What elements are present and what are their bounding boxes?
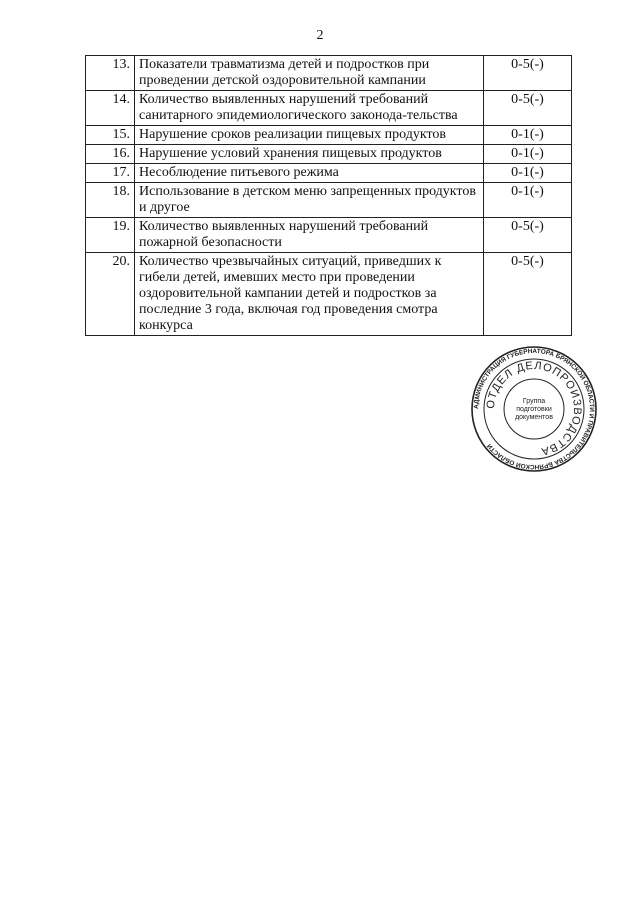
stamp-outer-text: АДМИНИСТРАЦИЯ ГУБЕРНАТОРА БРЯНСКОЙ ОБЛАСТИ И ПРАВИТЕЛЬСТВА БРЯНСКОЙ ОБЛАСТИ bbox=[472, 347, 596, 471]
criteria-table bbox=[85, 55, 572, 336]
row-criterion: Количество выявленных нарушений требований пожарной безопасности bbox=[135, 218, 484, 253]
row-score: 0-1(-) bbox=[484, 164, 572, 183]
stamp-ring-text: ОТДЕЛ ДЕЛОПРОИЗВОДСТВА bbox=[484, 359, 584, 458]
row-number: 16. bbox=[86, 145, 135, 164]
table-row bbox=[86, 145, 572, 164]
row-criterion: Показатели травматизма детей и подростков при проведении детской оздоровительной кампании bbox=[135, 56, 484, 91]
stamp-center-line3: документов bbox=[515, 414, 553, 421]
row-criterion: Количество выявленных нарушений требований санитарного эпидемиологического законода-тельства bbox=[135, 91, 484, 126]
row-criterion: Нарушение условий хранения пищевых продуктов bbox=[135, 145, 484, 164]
table-row bbox=[86, 91, 572, 126]
row-criterion: Нарушение сроков реализации пищевых продуктов bbox=[135, 126, 484, 145]
row-criterion: Количество чрезвычайных ситуаций, приведших к гибели детей, имевших место при проведении оздоровительной кампании детей и подростков за последние 3 года, включая год проведения смотра конкурса bbox=[135, 253, 484, 336]
row-number: 13. bbox=[86, 56, 135, 91]
row-criterion: Использование в детском меню запрещенных продуктов и другое bbox=[135, 183, 484, 218]
row-number: 17. bbox=[86, 164, 135, 183]
row-number: 19. bbox=[86, 218, 135, 253]
row-criterion: Несоблюдение питьевого режима bbox=[135, 164, 484, 183]
row-score: 0-1(-) bbox=[484, 183, 572, 218]
table-row bbox=[86, 56, 572, 91]
stamp-center-line2: подготовки bbox=[516, 406, 552, 413]
table-row bbox=[86, 126, 572, 145]
row-score: 0-5(-) bbox=[484, 91, 572, 126]
row-score: 0-5(-) bbox=[484, 56, 572, 91]
row-number: 14. bbox=[86, 91, 135, 126]
table-row bbox=[86, 183, 572, 218]
table-row bbox=[86, 218, 572, 253]
page-number: 2 bbox=[316, 28, 324, 43]
table-row bbox=[86, 253, 572, 336]
row-score: 0-1(-) bbox=[484, 126, 572, 145]
row-number: 20. bbox=[86, 253, 135, 336]
row-score: 0-5(-) bbox=[484, 253, 572, 336]
row-score: 0-1(-) bbox=[484, 145, 572, 164]
stamp-center-line1: Группа bbox=[522, 398, 546, 405]
official-stamp bbox=[470, 345, 598, 473]
row-number: 15. bbox=[86, 126, 135, 145]
table-row bbox=[86, 164, 572, 183]
row-score: 0-5(-) bbox=[484, 218, 572, 253]
row-number: 18. bbox=[86, 183, 135, 218]
